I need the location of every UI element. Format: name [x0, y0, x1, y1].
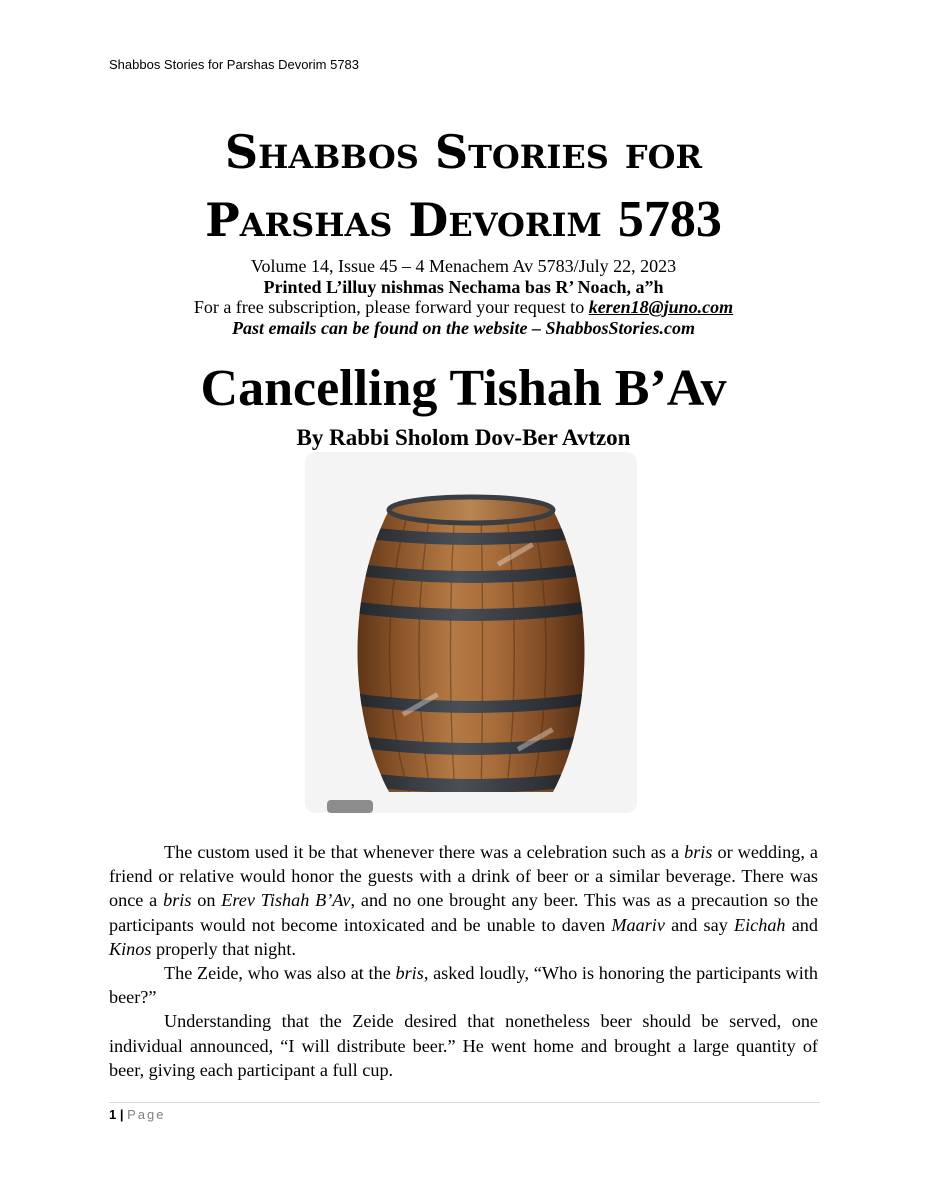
volume-line: Volume 14, Issue 45 – 4 Menachem Av 5783/July 22, 2023: [250, 256, 677, 276]
masthead-line-1: Shabbos Stories for: [224, 125, 703, 179]
issue-info: [60, 256, 867, 338]
website-line: Past emails can be found on the website – ShabbosStories.com: [231, 317, 696, 338]
italic-term: Maariv: [611, 914, 665, 935]
paragraph-3: [109, 1009, 818, 1082]
text-span: The Zeide, who was also at the: [164, 963, 396, 984]
text-span: Understanding that the Zeide desired that nonetheless beer should be served, one individual announced, “I will distribute beer.” He went home and brought a large quantity of beer, giving each participant a full cup.: [109, 1011, 818, 1080]
article-body: [109, 840, 818, 1082]
subscription-line: [60, 297, 867, 318]
text-span: on: [191, 890, 222, 911]
page-number: 1: [109, 1107, 117, 1122]
text-span: and say: [664, 914, 734, 935]
paragraph-1: [109, 840, 818, 961]
text-span: , and no one brought any beer. This was as a precaution so the participants would not become intoxicated and be unable to daven: [109, 890, 819, 935]
text-span: and: [785, 914, 818, 935]
barrel-image: [305, 452, 637, 813]
text-span: The custom used it be that whenever there was a celebration such as a: [164, 842, 685, 862]
italic-term: Eichah: [734, 914, 786, 935]
dedication-line: Printed L’illuy nishmas Nechama bas R’ Noach, a”h: [263, 276, 664, 297]
masthead-year: 5783: [617, 191, 722, 248]
italic-term: bris: [395, 963, 424, 984]
italic-term: Kinos: [109, 938, 152, 959]
italic-term: bris: [163, 890, 192, 911]
email-link[interactable]: keren18@juno.com: [588, 297, 734, 317]
article-byline: By Rabbi Sholom Dov-Ber Avtzon: [296, 425, 631, 450]
masthead-parsha: Parshas Devorim: [205, 193, 602, 247]
running-header: Shabbos Stories for Parshas Devorim 5783: [109, 57, 360, 72]
article-title: Cancelling Tishah B’Av: [200, 360, 727, 417]
paragraph-2: [109, 961, 818, 1009]
masthead-line-2: [60, 186, 867, 254]
page-label: Page: [127, 1107, 166, 1122]
page-footer: [109, 1107, 166, 1122]
text-span: properly that night.: [151, 938, 296, 959]
masthead-title: [60, 118, 867, 254]
italic-term: bris: [684, 842, 713, 862]
text-span: , asked loudly, “Who is honoring the participants with beer?”: [109, 963, 818, 1008]
text-span: or wedding, a friend or relative would honor the guests with a drink of beer or a similar beverage. There was once a: [109, 842, 818, 911]
subscription-text: For a free subscription, please forward your request to: [193, 297, 585, 317]
footer-divider: [109, 1102, 820, 1103]
footer-separator: |: [119, 1107, 124, 1122]
italic-term: Erev Tishah B’Av: [221, 890, 351, 911]
